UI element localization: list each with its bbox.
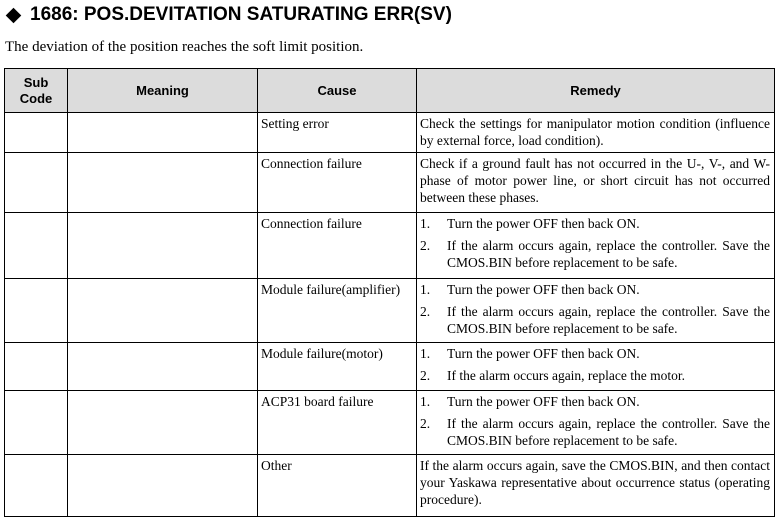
table-row bbox=[5, 391, 775, 455]
remedy-steps-list bbox=[420, 215, 770, 271]
cell-cause: Other bbox=[258, 455, 417, 517]
cell-remedy bbox=[417, 455, 775, 517]
remedy-step bbox=[420, 215, 770, 232]
alarm-table bbox=[4, 68, 775, 517]
table-row bbox=[5, 343, 775, 391]
cell-cause: Module failure(amplifier) bbox=[258, 279, 417, 343]
cell-sub-code bbox=[5, 113, 68, 153]
step-number: 1. bbox=[420, 216, 431, 231]
cell-meaning bbox=[68, 343, 258, 391]
cell-remedy bbox=[417, 279, 775, 343]
header-sub-code: Sub Code bbox=[5, 69, 68, 113]
table-row bbox=[5, 153, 775, 213]
cell-cause: ACP31 board failure bbox=[258, 391, 417, 455]
remedy-text: Check if a ground fault has not occurred in the U-, V-, and W-phase of motor power line, or short circuit has not occurred between these phases. bbox=[420, 156, 770, 205]
table-row bbox=[5, 455, 775, 517]
remedy-steps-list bbox=[420, 281, 770, 337]
alarm-heading bbox=[6, 4, 452, 26]
cell-cause: Connection failure bbox=[258, 153, 417, 213]
step-number: 2. bbox=[420, 238, 431, 253]
cell-meaning bbox=[68, 279, 258, 343]
cell-sub-code bbox=[5, 343, 68, 391]
cell-sub-code bbox=[5, 213, 68, 279]
remedy-step bbox=[420, 415, 770, 449]
table-row bbox=[5, 279, 775, 343]
step-number: 1. bbox=[420, 282, 431, 297]
step-text: If the alarm occurs again, replace the controller. Save the CMOS.BIN before replacement to be safe. bbox=[447, 304, 770, 336]
header-cause: Cause bbox=[258, 69, 417, 113]
step-text: If the alarm occurs again, replace the motor. bbox=[447, 368, 686, 383]
cell-sub-code bbox=[5, 455, 68, 517]
diamond-bullet-icon bbox=[6, 7, 22, 23]
alarm-title: 1686: POS.DEVITATION SATURATING ERR(SV) bbox=[30, 4, 452, 25]
alarm-description: The deviation of the position reaches the soft limit position. bbox=[5, 39, 364, 55]
remedy-text: If the alarm occurs again, save the CMOS.BIN, and then contact your Yaskawa representative about occurrence status (operating procedure). bbox=[420, 458, 770, 507]
table-body bbox=[5, 113, 775, 517]
step-text: Turn the power OFF then back ON. bbox=[447, 346, 640, 361]
cell-meaning bbox=[68, 153, 258, 213]
step-text: Turn the power OFF then back ON. bbox=[447, 282, 640, 297]
cell-sub-code bbox=[5, 391, 68, 455]
remedy-step bbox=[420, 281, 770, 298]
cell-remedy bbox=[417, 213, 775, 279]
step-text: Turn the power OFF then back ON. bbox=[447, 216, 640, 231]
step-number: 2. bbox=[420, 304, 431, 319]
cell-remedy bbox=[417, 113, 775, 153]
step-text: If the alarm occurs again, replace the controller. Save the CMOS.BIN before replacement to be safe. bbox=[447, 238, 770, 270]
table-row bbox=[5, 113, 775, 153]
step-text: Turn the power OFF then back ON. bbox=[447, 394, 640, 409]
step-number: 1. bbox=[420, 394, 431, 409]
cell-sub-code bbox=[5, 279, 68, 343]
cell-sub-code bbox=[5, 153, 68, 213]
cell-meaning bbox=[68, 455, 258, 517]
remedy-steps-list bbox=[420, 345, 770, 384]
cell-cause: Setting error bbox=[258, 113, 417, 153]
table-row bbox=[5, 213, 775, 279]
cell-meaning bbox=[68, 113, 258, 153]
remedy-steps-list bbox=[420, 393, 770, 449]
remedy-step bbox=[420, 345, 770, 362]
step-number: 2. bbox=[420, 368, 431, 383]
cell-cause: Module failure(motor) bbox=[258, 343, 417, 391]
remedy-text: Check the settings for manipulator motion condition (influence by external force, load condition). bbox=[420, 116, 770, 148]
cell-meaning bbox=[68, 391, 258, 455]
header-meaning: Meaning bbox=[68, 69, 258, 113]
header-remedy: Remedy bbox=[417, 69, 775, 113]
remedy-step bbox=[420, 237, 770, 271]
cell-remedy bbox=[417, 343, 775, 391]
cell-remedy bbox=[417, 153, 775, 213]
table-header-row bbox=[5, 69, 775, 113]
cell-meaning bbox=[68, 213, 258, 279]
remedy-step bbox=[420, 367, 770, 384]
remedy-step bbox=[420, 393, 770, 410]
step-text: If the alarm occurs again, replace the controller. Save the CMOS.BIN before replacement to be safe. bbox=[447, 416, 770, 448]
cell-remedy bbox=[417, 391, 775, 455]
step-number: 2. bbox=[420, 416, 431, 431]
step-number: 1. bbox=[420, 346, 431, 361]
remedy-step bbox=[420, 303, 770, 337]
cell-cause: Connection failure bbox=[258, 213, 417, 279]
